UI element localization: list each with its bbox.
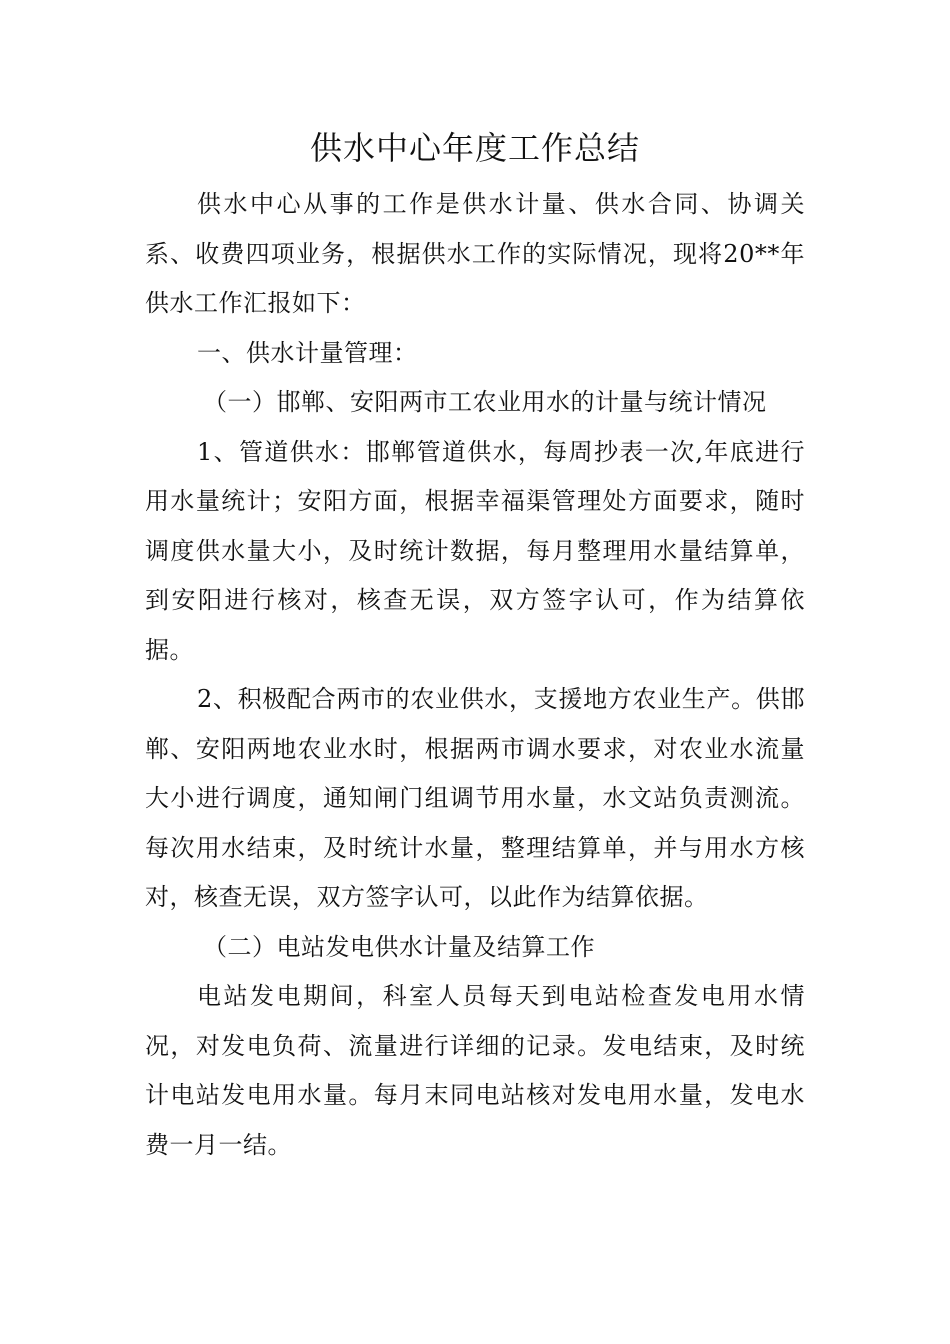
document-title: 供水中心年度工作总结 [309, 130, 640, 166]
power-station-paragraph: 电站发电期间，科室人员每天到电站检查发电用水情况，对发电负荷、流量进行详细的记录。发电结束，及时统计电站发电用水量。每月末同电站核对发电用水量，发电水费一月一结。 [145, 982, 805, 1159]
pipeline-supply-paragraph: 1、管道供水：邯郸管道供水，每周抄表一次,年底进行用水量统计；安阳方面，根据幸福渠管理处方面要求，随时调度供水量大小，及时统计数据，每月整理用水量结算单，到安阳进行核对，核查无误，双方签字认可，作为结算依据。 [145, 437, 805, 664]
intro-paragraph: 供水中心从事的工作是供水计量、供水合同、协调关系、收费四项业务，根据供水工作的实际情况，现将20**年供水工作汇报如下： [145, 190, 805, 317]
document-page [145, 122, 805, 1170]
agricultural-supply-paragraph: 2、积极配合两市的农业供水，支援地方农业生产。供邯郸、安阳两地农业水时，根据两市调水要求，对农业水流量大小进行调度，通知闸门组调节用水量，水文站负责测流。每次用水结束，及时统计水量，整理结算单，并与用水方核对，核查无误，双方签字认可，以此作为结算依据。 [145, 685, 805, 911]
subsection-heading-city-water: （一）邯郸、安阳两市工农业用水的计量与统计情况 [203, 388, 767, 416]
subsection-heading-power-station: （二）电站发电供水计量及结算工作 [203, 932, 595, 961]
section-heading-metering: 一、供水计量管理： [197, 338, 418, 367]
